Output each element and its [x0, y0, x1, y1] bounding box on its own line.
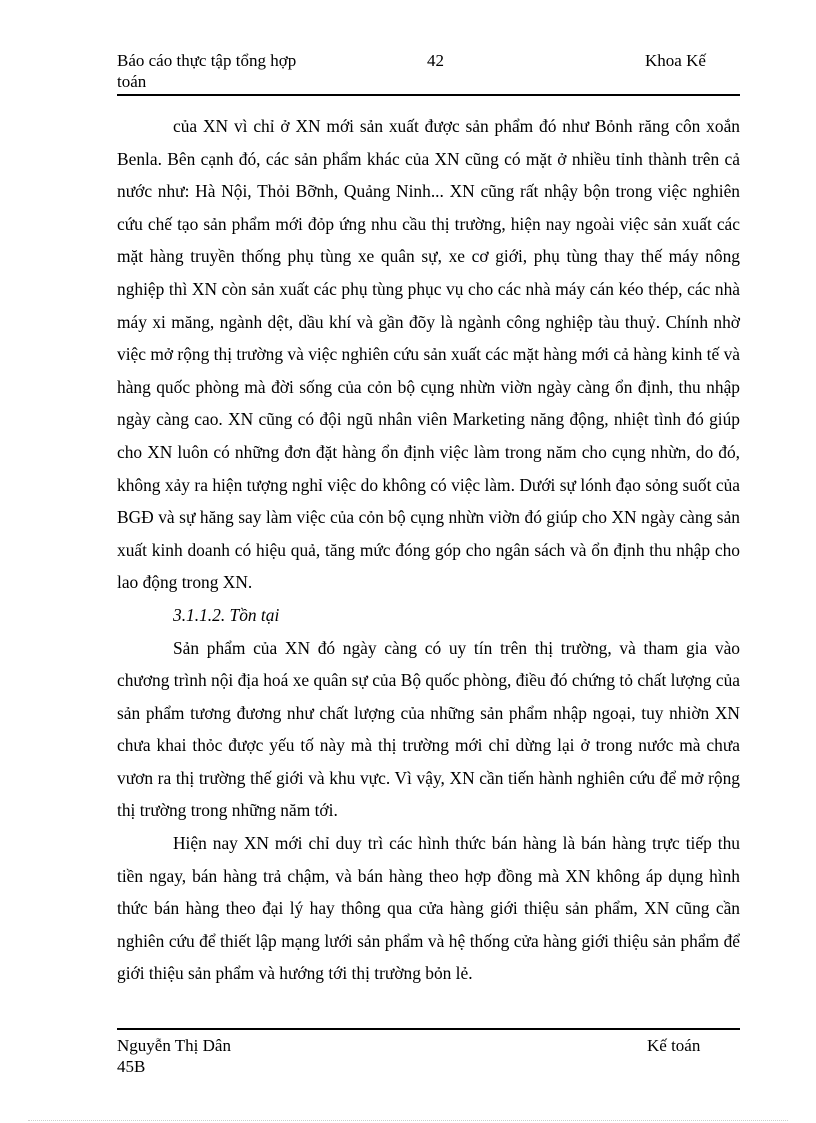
page-bottom-divider — [28, 1120, 788, 1121]
page-header — [117, 48, 740, 96]
section-heading: 3.1.1.2. Tồn tại — [173, 604, 280, 625]
header-department: Khoa Kế — [645, 51, 706, 70]
body-paragraph: Sản phẩm của XN đó ngày càng có uy tín trên thị trường, và tham gia vào chương trình nội địa hoá xe quân sự của Bộ quốc phòng, điều đó chứng tỏ chất lượng của sản phẩm tương đương như chất lượng của những sản phẩm nhập ngoại, tuy nhiờn XN chưa khai thỏc được yếu tố này mà thị trường mới chỉ dừng lại ở trong nước mà chưa vươn ra thị trường thế giới và khu vực. Vì vậy, XN cần tiến hành nghiên cứu để mở rộng thị trường trong những năm tới. — [117, 637, 740, 821]
footer-author — [117, 1035, 231, 1077]
page-number: 42 — [427, 51, 444, 70]
body-paragraph: Hiện nay XN mới chỉ duy trì các hình thức bán hàng là bán hàng trực tiếp thu tiền ngay, bán hàng trả chậm, và bán hàng theo hợp đồng mà XN không áp dụng hình thức bán hàng theo đại lý hay thông qua cửa hàng giới thiệu sản phẩm, XN cũng cần nghiên cứu để thiết lập mạng lưới sản phẩm và hệ thống cửa hàng giới thiệu sản phẩm để giới thiệu sản phẩm và hướng tới thị trường bỏn lẻ. — [117, 833, 740, 984]
header-title-line2: toán — [117, 72, 147, 91]
footer-author-name: Nguyễn Thị Dân — [117, 1036, 231, 1055]
header-title-line1: Báo cáo thực tập tổng hợp — [117, 51, 297, 70]
page-footer — [117, 1028, 740, 1076]
body-paragraph: của XN vì chỉ ở XN mới sản xuất được sản phẩm đó như Bỏnh răng côn xoắn Benla. Bên cạnh đó, các sản phẩm khác của XN cũng có mặt ở nhiều tỉnh thành trên cả nước như: Hà Nội, Thỏi Bỡnh, Quảng Ninh... XN cũng rất nhậy bộn trong việc nghiên cứu chế tạo sản phẩm mới đỏp ứng nhu cầu thị trường, hiện nay ngoài việc sản xuất các mặt hàng truyền thống phụ tùng xe quân sự, xe cơ giới, phụ tùng thay thế máy nông nghiệp thì XN còn sản xuất các phụ tùng phục vụ cho các nhà máy cán kéo thép, các nhà máy xi măng, ngành dệt, dầu khí và gần đõy là ngành công nghiệp tàu thuỷ. Chính nhờ việc mở rộng thị trường và việc nghiên cứu sản xuất các mặt hàng mới cả hàng kinh tế và hàng quốc phòng mà đời sống của cỏn bộ cụng nhừn viờn ngày càng ổn định, thu nhập ngày càng cao. XN cũng có đội ngũ nhân viên Marketing năng động, nhiệt tình đó giúp cho XN luôn có những đơn đặt hàng ổn định việc làm trong năm cho cụng nhừn, do đó, không xảy ra hiện tượng nghỉ việc do không có việc làm. Dưới sự lónh đạo sỏng suốt của BGĐ và sự hăng say làm việc của cỏn bộ cụng nhừn viờn đó giúp cho XN ngày càng sản xuất kinh doanh có hiệu quả, tăng mức đóng góp cho ngân sách và ổn định thu nhập cho lao động trong XN. — [117, 116, 740, 593]
document-body — [117, 110, 740, 990]
header-report-title — [117, 50, 296, 92]
footer-author-class: 45B — [117, 1057, 146, 1076]
footer-major: Kế toán — [647, 1036, 701, 1055]
